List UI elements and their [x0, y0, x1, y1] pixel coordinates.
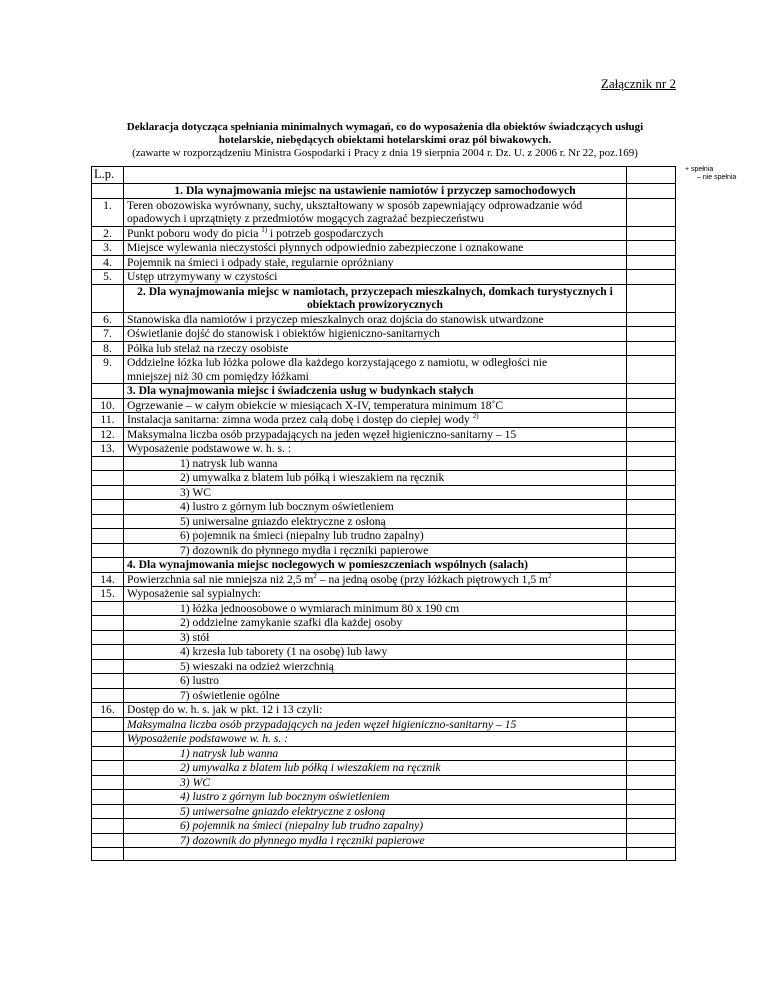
mark-cell[interactable] — [627, 312, 676, 327]
sala-item: 2) oddzielne zamykanie szafki dla każdej osoby — [124, 616, 627, 631]
sub-row — [92, 500, 676, 515]
mark-cell[interactable] — [627, 384, 676, 399]
row-number: 12. — [92, 427, 124, 442]
table-row — [92, 226, 676, 241]
mark-cell[interactable] — [627, 833, 676, 848]
row-number: 8. — [92, 341, 124, 356]
mark-cell[interactable] — [627, 226, 676, 241]
mark-cell[interactable] — [627, 167, 676, 184]
whs-item: 7) dozownik do płynnego mydła i ręczniki papierowe — [124, 543, 627, 558]
r16-item: 7) dozownik do płynnego mydła i ręczniki papierowe — [124, 833, 627, 848]
row-text: Powierzchnia sal nie mniejsza niż 2,5 $m^2$ – na jedną osobę (przy łóżkach piętrowych 1,5 $m^2$ — [124, 572, 627, 587]
sala-item: 7) oświetlenie ogólne — [124, 688, 627, 703]
row-text: Pojemnik na śmieci i odpady stałe, regularnie opróżniany — [124, 255, 627, 270]
mark-cell[interactable] — [627, 630, 676, 645]
row-number: 15. — [92, 587, 124, 602]
row-text: Punkt poboru wody do picia $^{1)}$ i potrzeb gospodarczych — [124, 226, 627, 241]
sub-row — [92, 659, 676, 674]
document-heading — [100, 121, 670, 160]
mark-cell[interactable] — [627, 284, 676, 312]
mark-cell[interactable] — [627, 398, 676, 413]
r16-item: 2) umywalka z blatem lub półką i wieszakiem na ręcznik — [124, 761, 627, 776]
heading-title: Deklaracja dotycząca spełniania minimalnych wymagań, co do wyposażenia dla obiektów świadczących usługi hotelarskie, niebędących obiektami hotelarskimi oraz pól biwakowych. — [126, 121, 644, 146]
sub-row — [92, 688, 676, 703]
row-number: 10. — [92, 398, 124, 413]
mark-cell[interactable] — [627, 270, 676, 285]
row-text: Wyposażenie podstawowe w. h. s. : — [124, 442, 627, 457]
sub-row — [92, 790, 676, 805]
row-text: Teren obozowiska wyrównany, suchy, ukształtowany w sposób zapewniający odprowadzanie wód opadowych i uprzątnięty z przedmiotów mogących zagrażać bezpieczeństwu — [124, 198, 627, 226]
r16-item: 1) natrysk lub wanna — [124, 746, 627, 761]
table-row — [92, 255, 676, 270]
r16-item: 5) uniwersalne gniazdo elektryczne z osłoną — [124, 804, 627, 819]
mark-cell[interactable] — [627, 184, 676, 199]
mark-cell[interactable] — [627, 703, 676, 718]
sub-row — [92, 601, 676, 616]
mark-cell[interactable] — [627, 327, 676, 342]
row-number: 1. — [92, 198, 124, 226]
section-title-1: 1. Dla wynajmowania miejsc na ustawienie namiotów i przyczep samochodowych — [124, 184, 627, 199]
sub-row — [92, 543, 676, 558]
sub-row — [92, 819, 676, 834]
mark-cell[interactable] — [627, 543, 676, 558]
mark-cell[interactable] — [627, 601, 676, 616]
section-row — [92, 558, 676, 573]
sub-row — [92, 485, 676, 500]
mark-cell[interactable] — [627, 529, 676, 544]
row-number: 11. — [92, 413, 124, 428]
row-number: 2. — [92, 226, 124, 241]
sub-row — [92, 804, 676, 819]
sub-row — [92, 674, 676, 689]
mark-cell[interactable] — [627, 746, 676, 761]
row-text: Maksymalna liczba osób przypadających na jeden węzeł higieniczno-sanitarny – 15 — [124, 427, 627, 442]
legend — [685, 166, 755, 182]
r16-wyp: Wyposażenie podstawowe w. h. s. : — [124, 732, 627, 747]
table-row — [92, 341, 676, 356]
sala-item: 3) stół — [124, 630, 627, 645]
mark-cell[interactable] — [627, 848, 676, 861]
table-row — [92, 398, 676, 413]
row-text: Instalacja sanitarna: zimna woda przez całą dobę i dostęp do ciepłej wody $^{2)}$ — [124, 413, 627, 428]
row-text: Stanowiska dla namiotów i przyczep mieszkalnych oraz dojścia do stanowisk utwardzone — [124, 312, 627, 327]
whs-item: 2) umywalka z blatem lub półką i wieszakiem na ręcznik — [124, 471, 627, 486]
row-text: Półka lub stelaż na rzeczy osobiste — [124, 341, 627, 356]
whs-item: 5) uniwersalne gniazdo elektryczne z osłoną — [124, 514, 627, 529]
row-number: 7. — [92, 327, 124, 342]
row-text: Miejsce wylewania nieczystości płynnych odpowiednio zabezpieczone i oznakowane — [124, 241, 627, 256]
mark-cell[interactable] — [627, 442, 676, 457]
row-text: Wyposażenie sal sypialnych: — [124, 587, 627, 602]
row-number: 5. — [92, 270, 124, 285]
row-text: Oświetlanie dojść do stanowisk i obiektów higieniczno-sanitarnych — [124, 327, 627, 342]
sub-row — [92, 717, 676, 732]
mark-cell[interactable] — [627, 790, 676, 805]
table-header-row — [92, 167, 676, 184]
section-row — [92, 184, 676, 199]
table-row — [92, 703, 676, 718]
sub-row — [92, 645, 676, 660]
row-text: Dostęp do w. h. s. jak w pkt. 12 i 13 czyli: — [124, 703, 627, 718]
mark-cell[interactable] — [627, 819, 676, 834]
row-text: Ustęp utrzymywany w czystości — [124, 270, 627, 285]
mark-cell[interactable] — [627, 500, 676, 515]
mark-cell[interactable] — [627, 572, 676, 587]
sub-row — [92, 833, 676, 848]
section-row — [92, 284, 676, 312]
mark-cell[interactable] — [627, 485, 676, 500]
mark-cell[interactable] — [627, 514, 676, 529]
mark-cell[interactable] — [627, 255, 676, 270]
mark-cell[interactable] — [627, 341, 676, 356]
mark-cell[interactable] — [627, 471, 676, 486]
lp-header: L.p. — [92, 167, 124, 184]
whs-item: 4) lustro z górnym lub bocznym oświetleniem — [124, 500, 627, 515]
sub-row — [92, 746, 676, 761]
table-row — [92, 198, 676, 226]
mark-cell[interactable] — [627, 198, 676, 226]
table-row — [92, 442, 676, 457]
r16-item: 6) pojemnik na śmieci (niepalny lub trudno zapalny) — [124, 819, 627, 834]
mark-cell[interactable] — [627, 587, 676, 602]
section-row — [92, 384, 676, 399]
mark-cell[interactable] — [627, 732, 676, 747]
annex-label: Załącznik nr 2 — [600, 76, 676, 91]
table-row — [92, 427, 676, 442]
sub-row — [92, 471, 676, 486]
mark-cell[interactable] — [627, 688, 676, 703]
section-title-2: 2. Dla wynajmowania miejsc w namiotach, przyczepach mieszkalnych, domkach turystycznych i obiektach prowizorycznych — [124, 284, 627, 312]
r16-item: 3) WC — [124, 775, 627, 790]
mark-cell[interactable] — [627, 558, 676, 573]
sub-row — [92, 514, 676, 529]
requirements-table — [91, 166, 676, 861]
legend-plus: + spełnia — [685, 166, 714, 173]
table-row — [92, 241, 676, 256]
heading-source: (zawarte w rozporządzeniu Ministra Gospodarki i Pracy z dnia 19 sierpnia 2004 r. Dz. U. z 2006 r. Nr 22, poz.169) — [132, 147, 638, 159]
whs-item: 1) natrysk lub wanna — [124, 456, 627, 471]
mark-cell[interactable] — [627, 674, 676, 689]
sub-row — [92, 529, 676, 544]
row-number: 16. — [92, 703, 124, 718]
table-row — [92, 572, 676, 587]
table-row — [92, 312, 676, 327]
sala-item: 1) łóżka jednoosobowe o wymiarach minimum 80 x 190 cm — [124, 601, 627, 616]
row-number: 4. — [92, 255, 124, 270]
mark-cell[interactable] — [627, 804, 676, 819]
legend-minus: – nie spełnia — [697, 174, 737, 181]
section-title-3: 3. Dla wynajmowania miejsc i świadczenia usług w budynkach stałych — [124, 384, 627, 399]
table-row — [92, 413, 676, 428]
row-text: Ogrzewanie – w całym obiekcie w miesiącach X-IV, temperatura minimum 18˚C — [124, 398, 627, 413]
whs-item: 3) WC — [124, 485, 627, 500]
sub-row — [92, 616, 676, 631]
mark-cell[interactable] — [627, 645, 676, 660]
sala-item: 5) wieszaki na odzież wierzchnią — [124, 659, 627, 674]
footnote-ref: 2) — [472, 412, 479, 421]
row-number: 6. — [92, 312, 124, 327]
table-row — [92, 356, 676, 384]
table-row — [92, 587, 676, 602]
mark-cell[interactable] — [627, 717, 676, 732]
mark-cell[interactable] — [627, 775, 676, 790]
mark-cell[interactable] — [627, 659, 676, 674]
mark-cell[interactable] — [627, 427, 676, 442]
footnote-ref: 1) — [261, 225, 268, 234]
mark-cell[interactable] — [627, 456, 676, 471]
mark-cell[interactable] — [627, 616, 676, 631]
sub-row — [92, 732, 676, 747]
section-title-4: 4. Dla wynajmowania miejsc noclegowych w pomieszczeniach wspólnych (salach) — [124, 558, 627, 573]
mark-cell[interactable] — [627, 356, 676, 384]
whs-item: 6) pojemnik na śmieci (niepalny lub trudno zapalny) — [124, 529, 627, 544]
table-row — [92, 327, 676, 342]
row-number: 3. — [92, 241, 124, 256]
mark-cell[interactable] — [627, 413, 676, 428]
table-row — [92, 270, 676, 285]
sub-row — [92, 761, 676, 776]
mark-cell[interactable] — [627, 761, 676, 776]
sub-row — [92, 456, 676, 471]
row-number: 14. — [92, 572, 124, 587]
sala-item: 6) lustro — [124, 674, 627, 689]
sub-row — [92, 775, 676, 790]
sala-item: 4) krzesła lub taborety (1 na osobę) lub ławy — [124, 645, 627, 660]
r16-item: 4) lustro z górnym lub bocznym oświetleniem — [124, 790, 627, 805]
row-number: 9. — [92, 356, 124, 384]
sub-row — [92, 630, 676, 645]
sub-row — [92, 848, 676, 861]
mark-cell[interactable] — [627, 241, 676, 256]
r16-max: Maksymalna liczba osób przypadających na jeden węzeł higieniczno-sanitarny – 15 — [124, 717, 627, 732]
row-text: Oddzielne łóżka lub łóżka polowe dla każdego korzystającego z namiotu, w odległości nie mniejszej niż 30 cm pomiędzy łóżkami — [124, 356, 627, 384]
row-number: 13. — [92, 442, 124, 457]
